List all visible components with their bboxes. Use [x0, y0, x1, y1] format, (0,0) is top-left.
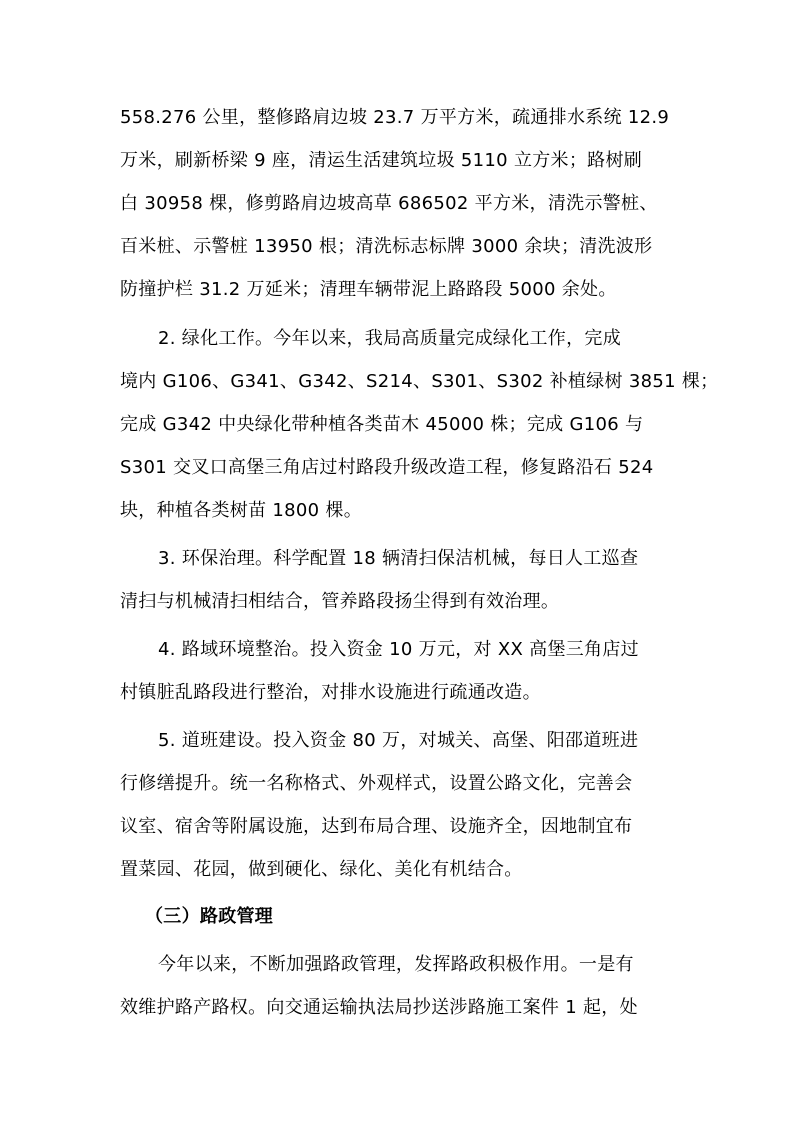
text-line: 百米桩、示警桩 13950 根；清洗标志标牌 3000 余块；清洗波形 — [120, 236, 653, 257]
text-line: 议室、宿舍等附属设施，达到布局合理、设施齐全，因地制宜布 — [120, 816, 633, 837]
text-line: 完成 G342 中央绿化带种植各类苗木 45000 株；完成 G106 与 — [120, 414, 644, 435]
text-line: 558.276 公里，整修路肩边坡 23.7 万平方米，疏通排水系统 12.9 — [120, 107, 670, 128]
text-line: 村镇脏乱路段进行整治，对排水设施进行疏通改造。 — [120, 682, 541, 703]
text-line: 效维护路产路权。向交通运输执法局抄送涉路施工案件 1 起，处 — [120, 997, 638, 1018]
text-line: 5. 道班建设。投入资金 80 万，对城关、高堡、阳邵道班进 — [158, 730, 639, 751]
text-line: 清扫与机械清扫相结合，管养路段扬尘得到有效治理。 — [120, 591, 560, 612]
text-line: 2. 绿化工作。今年以来，我局高质量完成绿化工作，完成 — [158, 328, 621, 349]
section-heading: （三）路政管理 — [145, 906, 274, 927]
text-line: 万米，刷新桥梁 9 座，清运生活建筑垃圾 5110 立方米；路树刷 — [120, 150, 643, 171]
text-line: 块，种植各类树苗 1800 棵。 — [120, 500, 363, 521]
text-line: 防撞护栏 31.2 万延米；清理车辆带泥上路路段 5000 余处。 — [120, 279, 617, 300]
text-line: S301 交叉口高堡三角店过村路段升级改造工程，修复路沿石 524 — [120, 457, 654, 478]
text-line: 置菜园、花园，做到硬化、绿化、美化有机结合。 — [120, 859, 523, 880]
text-line: 白 30958 棵，修剪路肩边坡高草 686502 平方米，清洗示警桩、 — [120, 193, 658, 214]
text-line: 3. 环保治理。科学配置 18 辆清扫保洁机械，每日人工巡查 — [158, 548, 639, 569]
text-line: 4. 路域环境整治。投入资金 10 万元，对 XX 高堡三角店过 — [158, 639, 639, 660]
text-line: 境内 G106、G341、G342、S214、S301、S302 补植绿树 3851 棵； — [120, 371, 719, 392]
text-line: 行修缮提升。统一名称格式、外观样式，设置公路文化，完善会 — [120, 773, 633, 794]
text-line: 今年以来，不断加强路政管理，发挥路政积极作用。一是有 — [158, 954, 634, 975]
